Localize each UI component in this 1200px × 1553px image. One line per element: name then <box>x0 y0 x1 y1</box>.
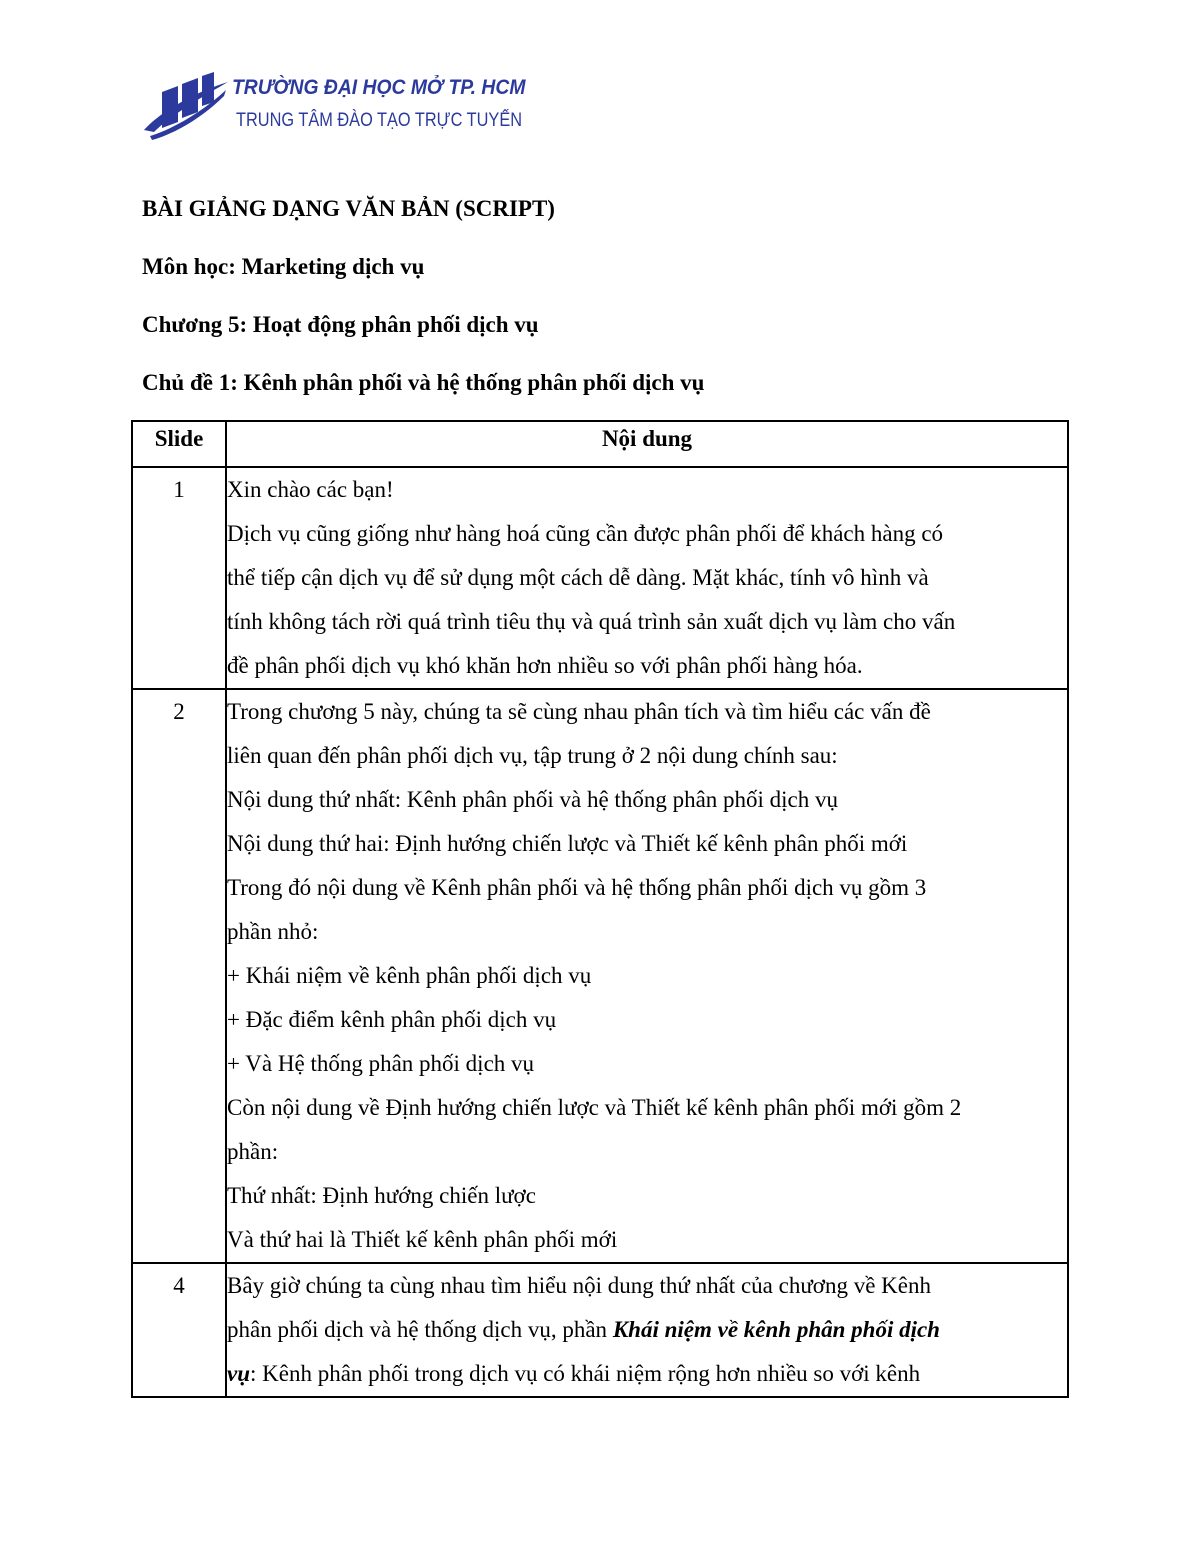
content-line: Dịch vụ cũng giống như hàng hoá cũng cần được phân phối để khách hàng có <box>227 521 944 546</box>
content-text: phân phối dịch và hệ thống dịch vụ, phần <box>227 1317 613 1342</box>
content-line <box>227 1352 1067 1396</box>
slide-number: 1 <box>132 467 226 689</box>
emphasized-term: vụ <box>227 1361 250 1386</box>
content-line: Thứ nhất: Định hướng chiến lược <box>227 1183 536 1208</box>
content-line: Trong đó nội dung về Kênh phân phối và hệ thống phân phối dịch vụ gồm 3 <box>227 875 927 900</box>
content-line: Và thứ hai là Thiết kế kênh phân phối mới <box>227 1227 618 1252</box>
content-line: liên quan đến phân phối dịch vụ, tập trung ở 2 nội dung chính sau: <box>227 743 838 768</box>
content-line: phần: <box>227 1139 279 1164</box>
content-line: Còn nội dung về Định hướng chiến lược và Thiết kế kênh phân phối mới gồm 2 <box>227 1095 962 1120</box>
content-line <box>227 1308 1067 1352</box>
table-row <box>132 689 1068 1263</box>
script-table <box>131 420 1069 1398</box>
content-line: + Khái niệm về kênh phân phối dịch vụ <box>227 963 592 988</box>
column-header-content: Nội dung <box>226 421 1068 467</box>
content-line: Trong chương 5 này, chúng ta sẽ cùng nhau phân tích và tìm hiểu các vấn đề <box>227 699 931 724</box>
content-line: + Và Hệ thống phân phối dịch vụ <box>227 1051 535 1076</box>
content-line: Bây giờ chúng ta cùng nhau tìm hiểu nội dung thứ nhất của chương về Kênh <box>227 1273 931 1298</box>
document-title: BÀI GIẢNG DẠNG VĂN BẢN (SCRIPT) <box>142 196 555 221</box>
slide-content <box>226 467 1068 689</box>
table-header-row <box>132 421 1068 467</box>
logo-center-name: TRUNG TÂM ĐÀO TẠO TRỰC TUYẾN <box>236 110 523 131</box>
content-line: Xin chào các bạn! <box>227 477 394 502</box>
logo-university-name: TRƯỜNG ĐẠI HỌC MỞ TP. HCM <box>232 76 526 99</box>
column-header-slide: Slide <box>132 421 226 467</box>
content-line: đề phân phối dịch vụ khó khăn hơn nhiều so với phân phối hàng hóa. <box>227 653 863 678</box>
content-line: Nội dung thứ nhất: Kênh phân phối và hệ thống phân phối dịch vụ <box>227 787 839 812</box>
slide-content <box>226 689 1068 1263</box>
content-line: Nội dung thứ hai: Định hướng chiến lược và Thiết kế kênh phân phối mới <box>227 831 908 856</box>
slide-number: 4 <box>132 1263 226 1397</box>
subject-heading: Môn học: Marketing dịch vụ <box>142 254 425 279</box>
logo-emblem-icon <box>140 72 230 144</box>
slide-number: 2 <box>132 689 226 1263</box>
content-line: thể tiếp cận dịch vụ để sử dụng một cách dễ dàng. Mặt khác, tính vô hình và <box>227 565 929 590</box>
emphasized-term: Khái niệm về kênh phân phối dịch <box>612 1317 940 1342</box>
content-line: tính không tách rời quá trình tiêu thụ và quá trình sản xuất dịch vụ làm cho vấn <box>227 609 956 634</box>
chapter-heading: Chương 5: Hoạt động phân phối dịch vụ <box>142 312 539 337</box>
slide-content <box>226 1263 1068 1397</box>
university-logo <box>140 72 526 144</box>
content-text: : Kênh phân phối trong dịch vụ có khái niệm rộng hơn nhiều so với kênh <box>250 1361 921 1386</box>
content-line: + Đặc điểm kênh phân phối dịch vụ <box>227 1007 557 1032</box>
topic-heading: Chủ đề 1: Kênh phân phối và hệ thống phân phối dịch vụ <box>142 370 705 395</box>
table-row <box>132 1263 1068 1397</box>
content-line: phần nhỏ: <box>227 919 319 944</box>
table-row <box>132 467 1068 689</box>
